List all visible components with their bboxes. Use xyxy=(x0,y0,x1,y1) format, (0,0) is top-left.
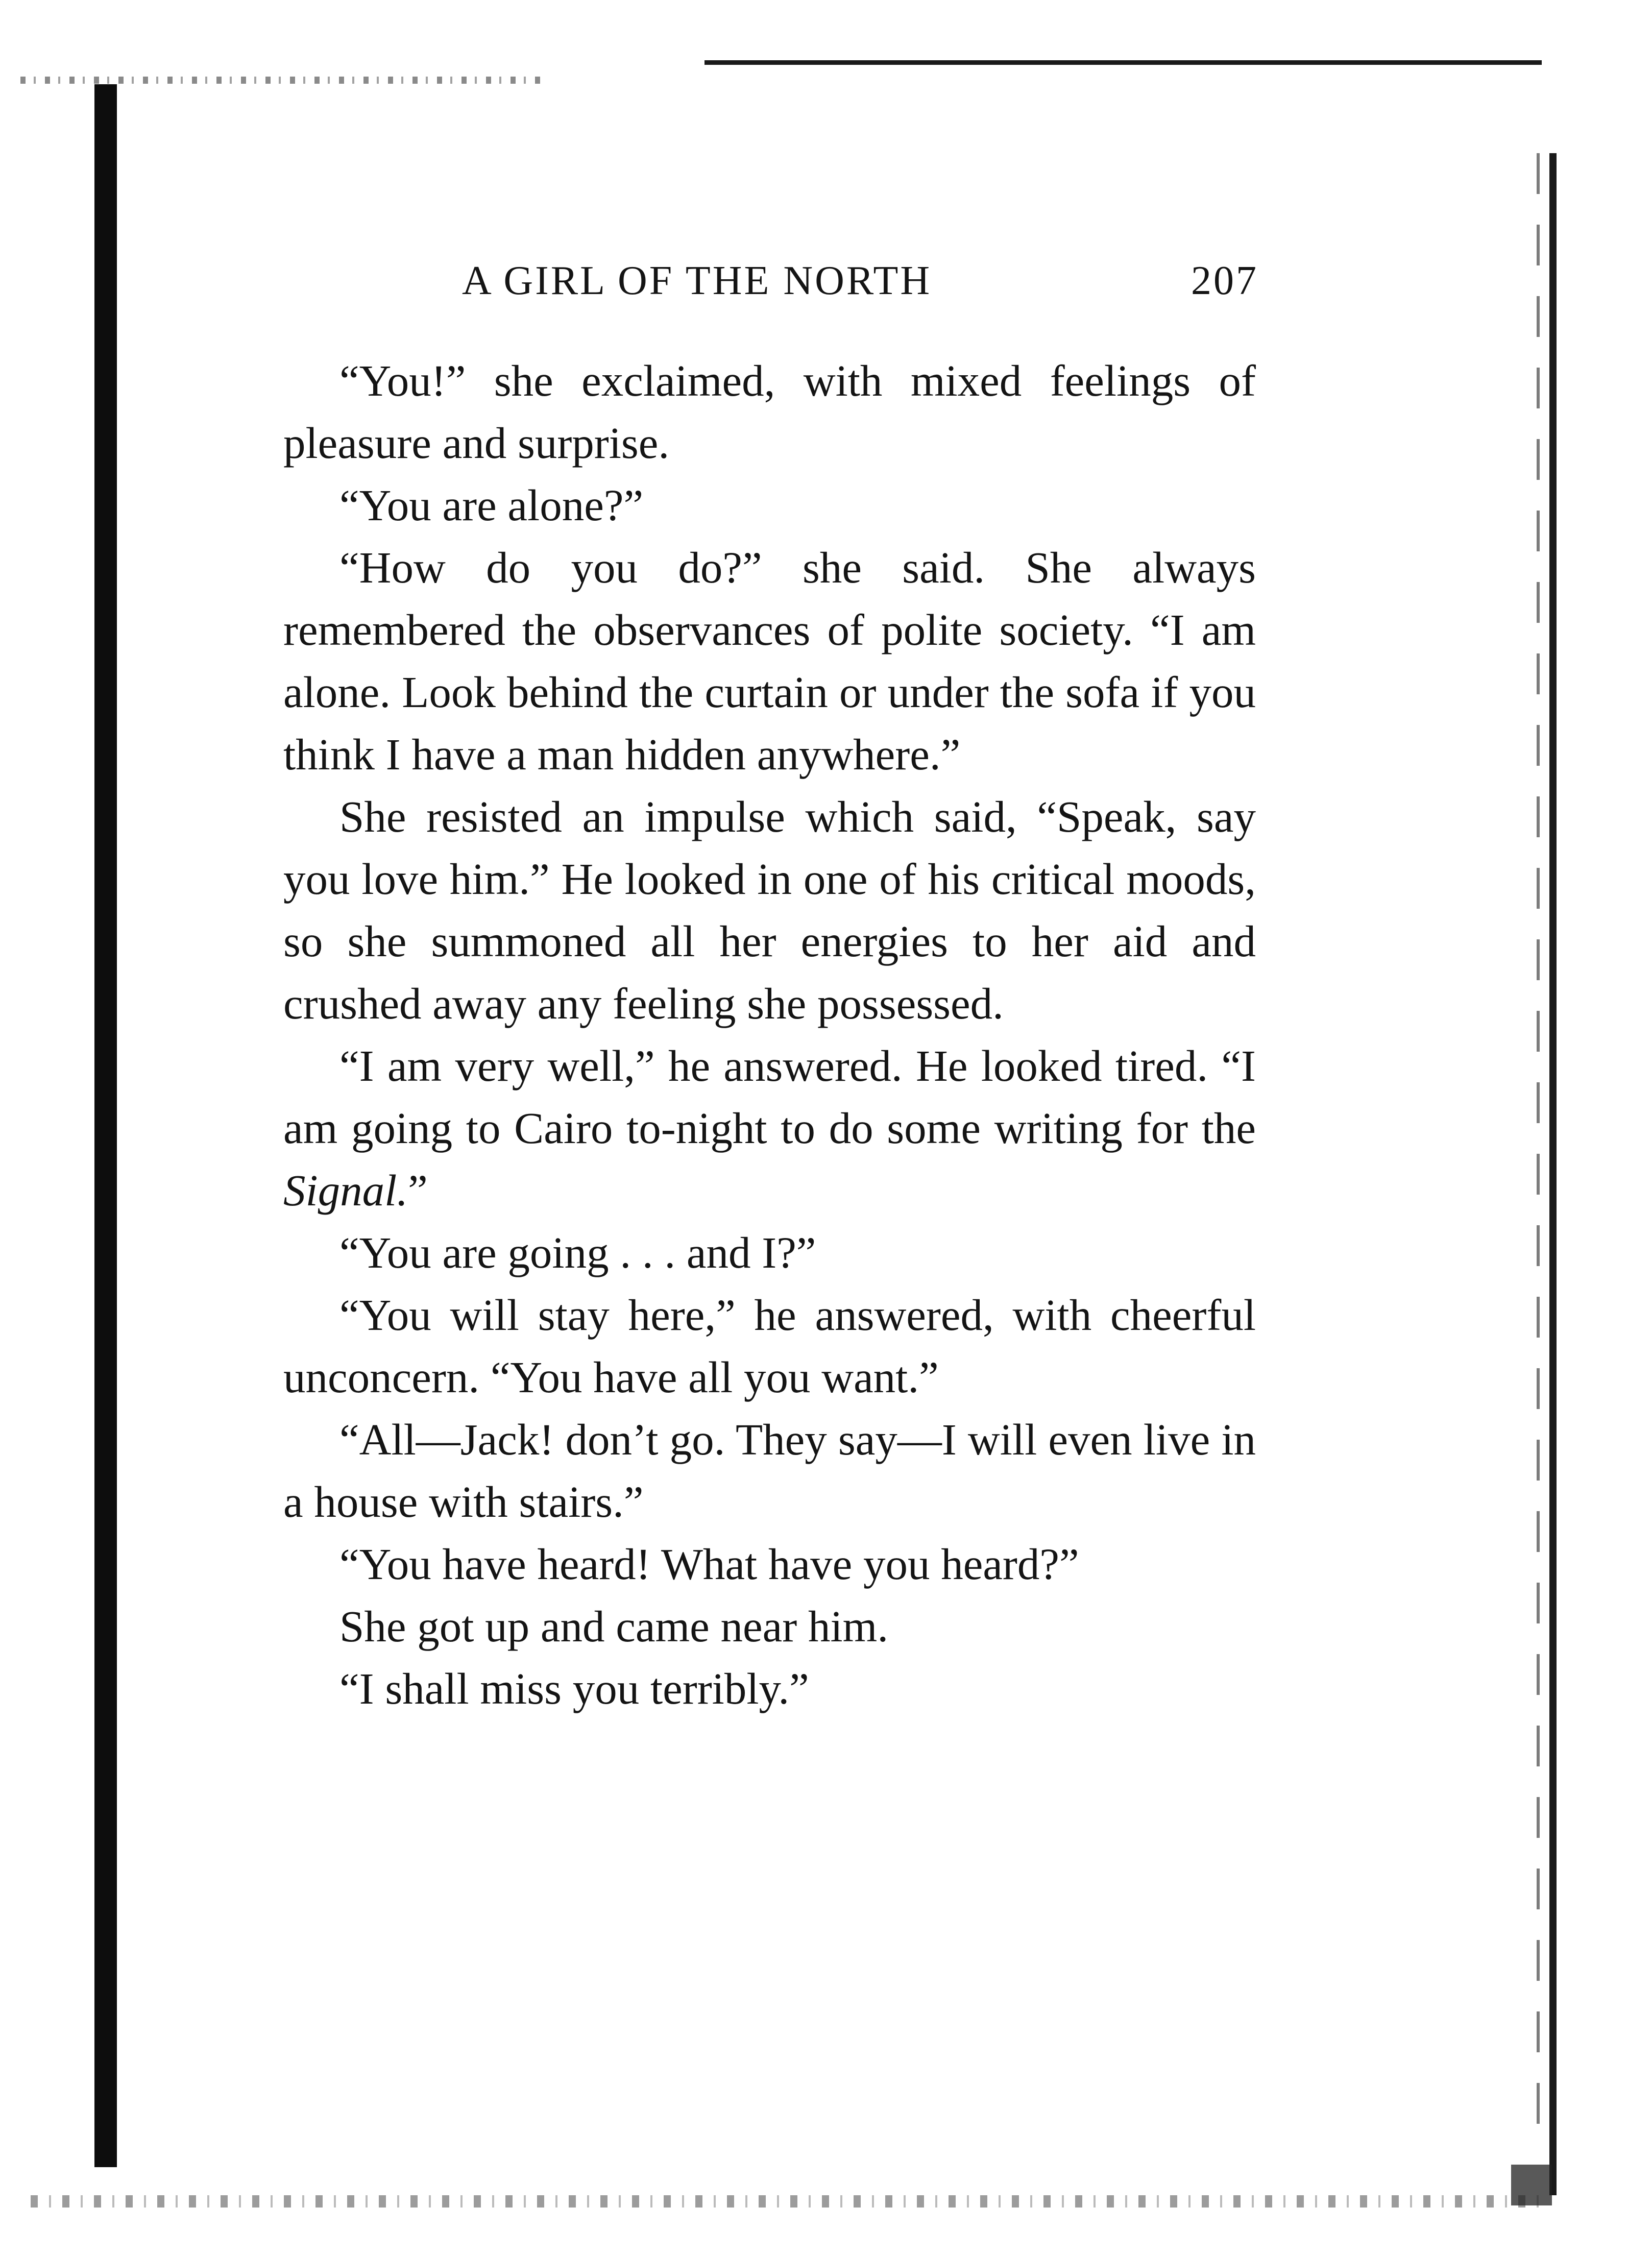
running-header xyxy=(462,255,1258,306)
paragraph: “I shall miss you terribly.” xyxy=(339,1664,809,1713)
body-text xyxy=(283,350,1256,1720)
page-right-edge xyxy=(1549,153,1557,2195)
paragraph-text: “I am very well,” he answered. He looked tired. “I am going to Cairo to-night to do some writing for the xyxy=(283,1041,1256,1153)
paragraph: She got up and came near him. xyxy=(339,1602,889,1651)
paragraph: “You are going . . . and I?” xyxy=(339,1228,816,1277)
paragraph: “You!” she exclaimed, with mixed feelings of pleasure and surprise. xyxy=(283,356,1256,468)
scan-artifact-bottom-corner xyxy=(1511,2165,1552,2205)
scan-artifact-top-left xyxy=(20,77,541,84)
paragraph: “All—Jack! don’t go. They say—I will even live in a house with stairs.” xyxy=(283,1415,1256,1526)
paragraph: “You are alone?” xyxy=(339,480,644,530)
newspaper-name: Signal. xyxy=(283,1166,408,1215)
scan-artifact-top-rule xyxy=(704,60,1542,65)
scan-artifact-bottom xyxy=(31,2195,1542,2208)
page-number: 207 xyxy=(1191,258,1258,303)
paragraph: “How do you do?” she said. She always remembered the observances of polite society. “I am alone. Look behind the curtain or under the sofa if you think I have a man hidden anywhere.” xyxy=(283,543,1256,779)
paragraph xyxy=(283,1035,1256,1222)
running-title: A GIRL OF THE NORTH xyxy=(462,258,932,303)
paragraph: “You will stay here,” he answered, with cheerful unconcern. “You have all you want.” xyxy=(283,1290,1256,1402)
closing-quote: ” xyxy=(408,1166,428,1215)
paragraph: “You have heard! What have you heard?” xyxy=(339,1539,1079,1589)
paragraph: She resisted an impulse which said, “Speak, say you love him.” He looked in one of his critical moods, so she summoned all her energies to her aid and crushed away any feeling she possessed. xyxy=(283,792,1256,1028)
binding-edge xyxy=(94,84,117,2167)
scan-artifact-right-edge xyxy=(1537,153,1540,2144)
